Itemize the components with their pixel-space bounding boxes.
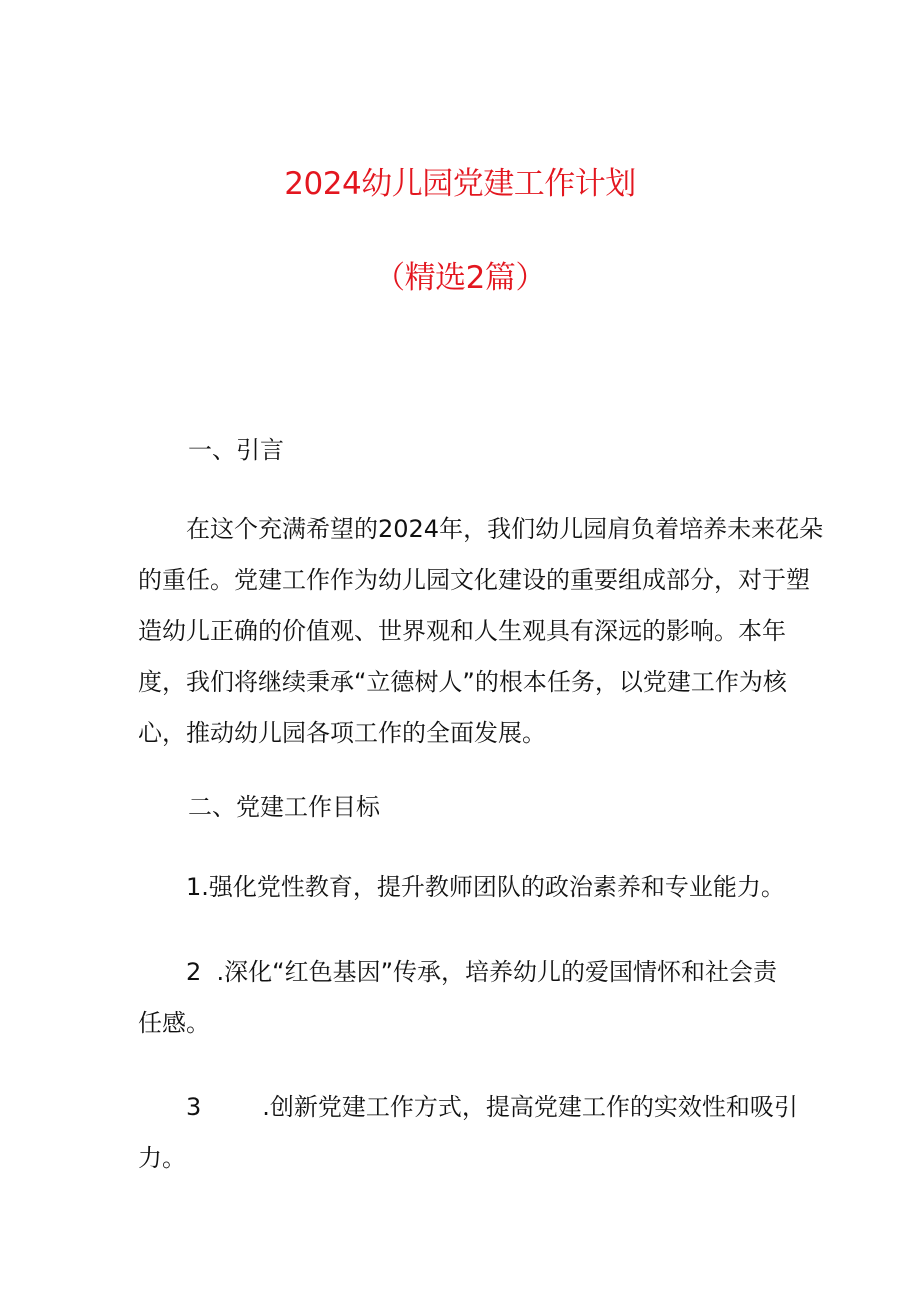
- document-subtitle: （精选2篇）: [374, 260, 546, 296]
- section-heading-goals: 二、党建工作目标: [188, 793, 380, 821]
- paragraph-line: 度，我们将继续秉承“立德树人”的根本任务，以党建工作为核: [138, 668, 787, 696]
- document-title: 2024幼儿园党建工作计划: [284, 166, 636, 202]
- goal-item-line: 1.强化党性教育，提升教师团队的政治素养和专业能力。: [186, 873, 785, 901]
- goal-item-1: [138, 862, 798, 913]
- goal-item-line: 力。: [138, 1144, 186, 1172]
- paragraph-line: 的重任。党建工作作为幼儿园文化建设的重要组成部分，对于塑: [138, 566, 810, 594]
- goal-item-3: [138, 1082, 798, 1184]
- paragraph-line: 造幼儿正确的价值观、世界观和人生观具有深远的影响。本年: [138, 617, 786, 645]
- introduction-paragraph: [138, 504, 824, 759]
- goal-item-line: 2 .深化“红色基因”传承，培养幼儿的爱国情怀和社会责: [186, 958, 778, 986]
- goal-item-2: [138, 947, 798, 1049]
- goal-item-line: 任感。: [138, 1009, 210, 1037]
- paragraph-line: 在这个充满希望的2024年，我们幼儿园肩负着培养未来花朵: [186, 515, 824, 543]
- paragraph-line: 心，推动幼儿园各项工作的全面发展。: [138, 719, 546, 747]
- goal-item-line: 3 .创新党建工作方式，提高党建工作的实效性和吸引: [186, 1093, 798, 1121]
- section-heading-introduction: 一、引言: [188, 436, 284, 464]
